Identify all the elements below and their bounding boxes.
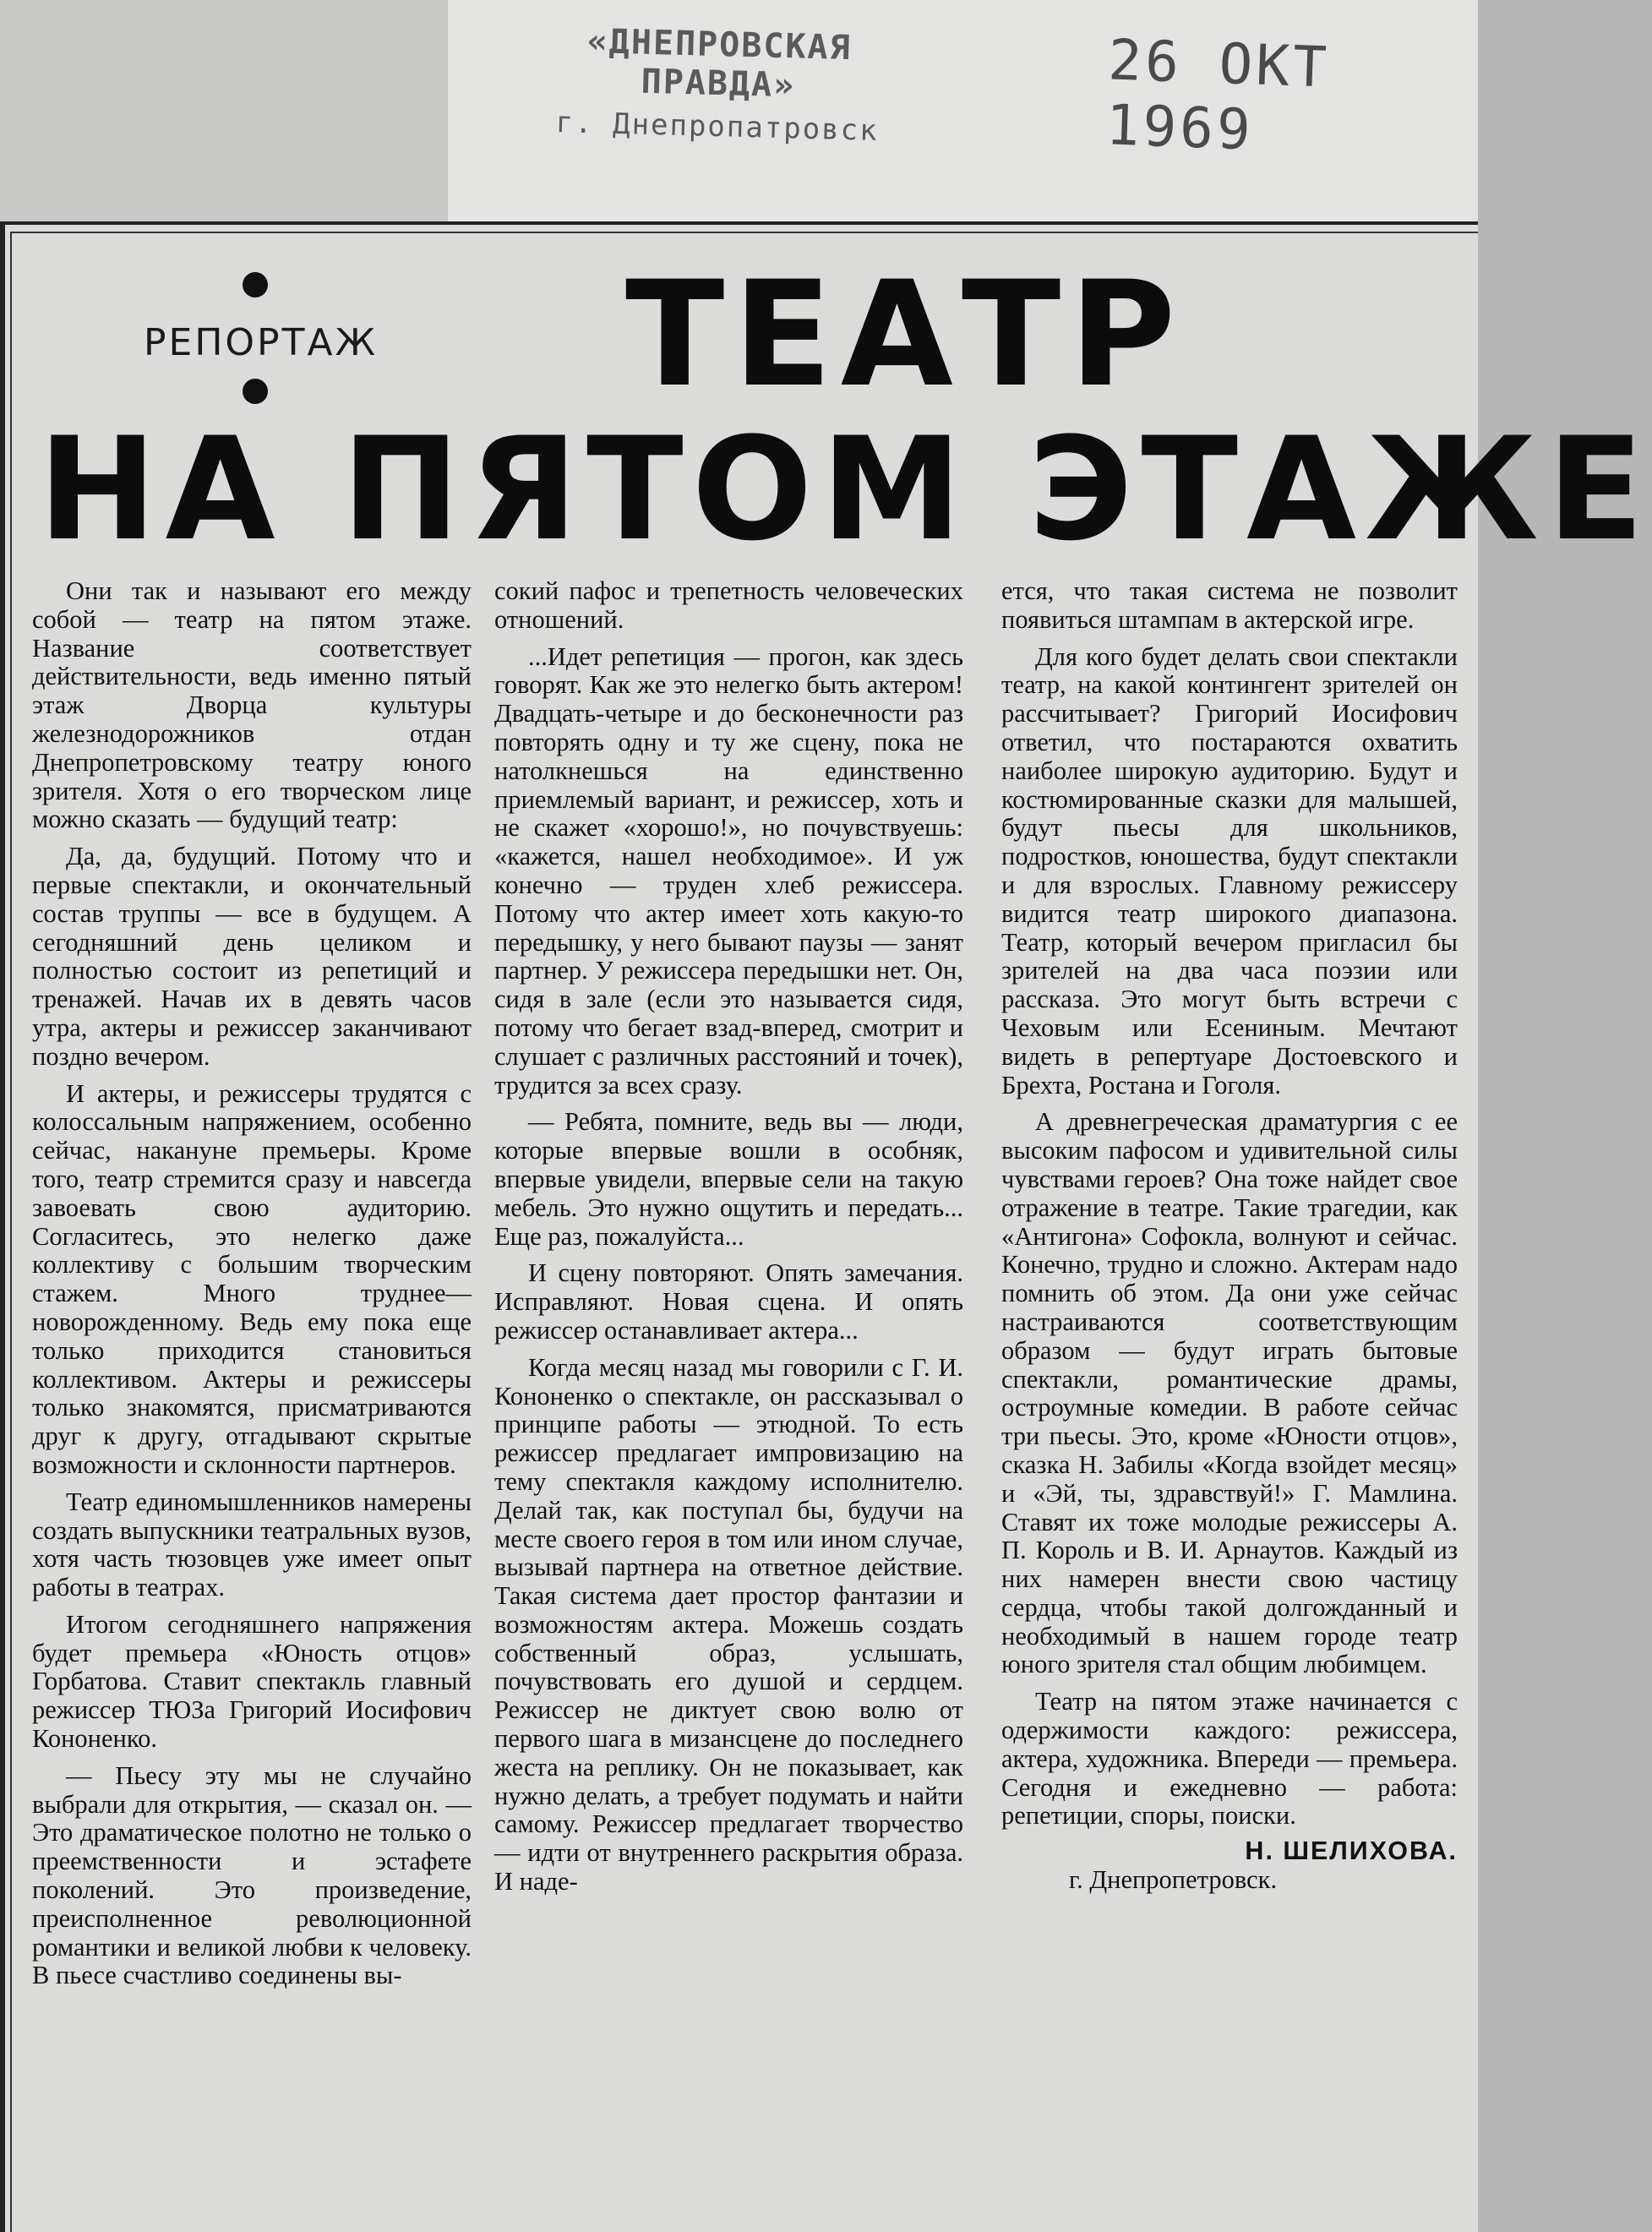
article-column-1 bbox=[32, 577, 472, 1990]
paragraph: — Ребята, помните, ведь вы — люди, которые впервые вошли в особняк, впервые увидели, впервые сели на такую мебель. Это нужно ощутить и передать... Еще раз, пожалуйста... bbox=[494, 1107, 963, 1251]
headline-line-2: НА ПЯТОМ ЭТАЖЕ bbox=[38, 407, 1652, 572]
article-column-3 bbox=[1001, 577, 1458, 1895]
paragraph: Для кого будет делать свои спектакли театр, на какой контингент зрителей он рассчитывает? Григорий Иосифович ответил, что постараются охватить наиболее широкую аудиторию. Будут и костюмированные сказки для малышей, будут пьесы для школьников, подростков, юношества, будут спектакли и для взрослых. Главному режиссеру видится театр широкого диапазона. Театр, который вечером пригласил бы зрителей на два часа поэзии или рассказа. Это могут быть встречи с Чеховым или Есениным. Мечтают видеть в репертуаре Достоевского и Брехта, Ростана и Гоголя. bbox=[1001, 641, 1458, 1100]
stamp-newspaper-name: «ДНЕПРОВСКАЯ ПРАВДА» bbox=[586, 21, 853, 106]
paragraph: Когда месяц назад мы говорили с Г. И. Кононенко о спектакле, он рассказывал о принципе работы — этюдной. То есть режиссер предлагает импровизацию на тему спектакля каждому исполнителю. Делай так, как поступал бы, будучи на месте своего героя в том или ином случае, вызывай партнера на ответное действие. Такая система дает простор фантазии и возможностям актера. Можешь создать собственный образ, услышать, почувствовать его душой и сердцем. Режиссер не диктует свою волю от первого шага в мизансцене до последнего жеста на реплику. Он не показывает, как нужно делать, а требует подумать и найти самому. Режиссер предлагает творчество — идти от внутреннего раскрытия образа. И наде- bbox=[494, 1352, 963, 1896]
author-city: г. Днепропетровск. bbox=[1069, 1865, 1278, 1895]
archive-margin-shade bbox=[0, 0, 448, 221]
paragraph: сокий пафос и трепетность человеческих отношений. bbox=[494, 576, 963, 634]
paragraph: Театр единомышленников намерены создать выпускники театральных вузов, хотя часть тюзовцев уже имеет опыт работы в театрах. bbox=[32, 1487, 472, 1602]
paragraph: Они так и называют его между собой — театр на пятом этаже. Название соответствует действительности, ведь именно пятый этаж Дворца культуры железнодорожников отдан Днепропетровскому театру юного зрителя. Хотя о его творческом лице можно сказать — будущий театр: bbox=[32, 576, 472, 834]
newspaper-stamp bbox=[497, 19, 939, 150]
date-stamp: 26 ОКТ 1969 bbox=[1104, 27, 1332, 163]
paragraph: Итогом сегодняшнего напряжения будет премьера «Юность отцов» Горбатова. Ставит спектакль главный режиссер ТЮЗа Григорий Иосифович Кононенко. bbox=[32, 1609, 472, 1754]
rubric-dot-bottom bbox=[243, 379, 268, 404]
paragraph: Театр на пятом этаже начинается с одержимости каждого: режиссера, актера, художника. Впереди — премьера. Сегодня и ежедневно — работа: репетиции, споры, поиски. bbox=[1001, 1687, 1458, 1831]
paragraph: ...Идет репетиция — прогон, как здесь говорят. Как же это нелегко быть актером! Двадцать-четыре и до бесконечности раз повторять одну и ту же сцену, пока не натолкнешься на единственно приемлемый вариант, и режиссер, хоть и не скажет «хорошо!», но почувствуешь: «кажется, нашел необходимое». И уж конечно — труден хлеб режиссера. Потому что актер имеет хоть какую-то передышку, у него бывают паузы — занят партнер. У режиссера передышки нет. Он, сидя в зале (если это называется сидя, потому что бегает взад-вперед, смотрит и слушает с различных расстояний и точек), трудится за всех сразу. bbox=[494, 641, 963, 1100]
rubric-label: РЕПОРТАЖ bbox=[144, 321, 378, 364]
paragraph: — Пьесу эту мы не случайно выбрали для открытия, — сказал он. — Это драматическое полотно не только о преемственности и эстафете поколений. Это произведение, преисполненное революционной романтики и великой любви к человеку. В пьесе счастливо соединены вы- bbox=[32, 1760, 472, 1990]
paragraph: А древнегреческая драматургия с ее высоким пафосом и удивительной силы чувствами героев? Она тоже найдет свое отражение в театре. Такие трагедии, как «Антигона» Софокла, волнуют и сейчас. Конечно, трудно и сложно. Актерам надо помнить об этом. Да они уже сейчас настраиваются соответствующим образом — будут играть бытовые спектакли, романтические драмы, остроумные комедии. В работе сейчас три пьесы. Это, кроме «Юности отцов», сказка Н. Забилы «Когда взойдет месяц» и «Эй, ты, здравствуй!» Г. Мамлина. Ставят их тоже молодые режиссеры А. П. Король и В. И. Арнаутов. Каждый из них намерен внести свою частицу сердца, чтобы такой долгожданный и необходимый в нашем городе театр юного зрителя стал общим любимцем. bbox=[1001, 1107, 1458, 1679]
headline-line-1: ТЕАТР bbox=[625, 249, 1185, 419]
paragraph: И сцену повторяют. Опять замечания. Исправляют. Новая сцена. И опять режиссер останавливает актера... bbox=[494, 1258, 963, 1345]
paragraph: ется, что такая система не позволит появиться штампам в актерской игре. bbox=[1001, 576, 1458, 634]
rubric-dot-top bbox=[243, 272, 268, 297]
article-column-2 bbox=[494, 577, 963, 1896]
paragraph: Да, да, будущий. Потому что и первые спектакли, и окончательный состав труппы — все в будущем. А сегодняшний день целиком и полностью состоит из репетиций и тренажей. Начав их в девять часов утра, актеры и режиссер заканчивают поздно вечером. bbox=[32, 842, 472, 1071]
stamp-city: г. Днепропатровск bbox=[555, 105, 880, 148]
author-signature: Н. ШЕЛИХОВА. bbox=[1245, 1836, 1458, 1866]
paragraph: И актеры, и режиссеры трудятся с колоссальным напряжением, особенно сейчас, накануне премьеры. Кроме того, театр стремится сразу и навсегда завоевать свою аудиторию. Согласитесь, это нелегко даже коллективу с большим творческим стажем. Много труднее— новорожденному. Ведь ему пока еще только приходится становиться коллективом. Актеры и режиссеры только знакомятся, присматриваются друг к другу, отгадывают скрытые возможности и склонности партнеров. bbox=[32, 1078, 472, 1479]
